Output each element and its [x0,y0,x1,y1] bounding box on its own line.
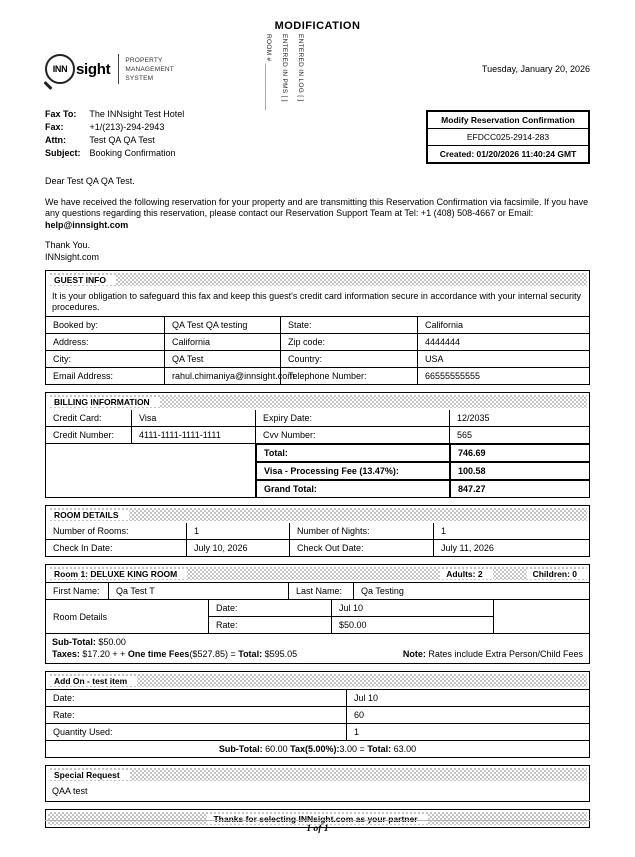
addon-table [46,689,589,740]
field-value: QA Test [164,350,280,367]
room-details-title: ROOM DETAILS [48,510,129,520]
subtotal-value: $50.00 [95,637,126,647]
letter-closing [45,240,590,263]
reservation-confirmation-box [426,110,590,164]
room-details-label: Room Details [46,599,208,633]
attn-line [45,134,184,147]
field-value: 1 [186,523,289,539]
room1-subtotal-lines [52,636,297,660]
field-value: California [417,316,589,333]
confirmation-created: Created: 01/20/2026 11:40:24 GMT [428,145,588,162]
room-number-stamp: ROOM # ____________ [265,34,272,111]
rate-value: $50.00 [331,616,493,633]
room-total-value: $595.05 [262,649,298,659]
field-value: Visa [131,410,255,426]
support-email: help@innsight.com [45,219,129,230]
guest-info-title: GUEST INFO [48,275,116,285]
greeting: Dear Test QA QA Test. [45,176,135,186]
one-time-fees-value: ($527.85) = [189,649,239,659]
document-date: Tuesday, January 20, 2026 [481,64,590,74]
addon-tax-value: 3.00 = [339,744,368,754]
fax-to-label: Fax To: [45,109,77,119]
room1-section [45,564,590,664]
first-name-value: Qa Test T [108,582,288,599]
addon-total-label: Total: [367,744,392,754]
field-label: Zip code: [280,333,417,350]
subject-value: Booking Confirmation [89,148,176,158]
field-value: 1 [433,523,589,539]
processing-fee-label: Visa - Processing Fee (13.47%): [255,461,449,479]
field-label: State: [280,316,417,333]
guest-info-section [45,270,590,385]
letter-paragraph [45,197,590,232]
logo-tagline-line: SYSTEM [125,74,154,82]
grand-total-label: Grand Total: [255,479,449,497]
note-label: Note: [402,649,426,659]
page-number: 1 of 1 [306,824,329,834]
subject-label: Subject: [45,148,81,158]
logo-sight-text: sight [76,60,111,78]
confirmation-code: EFDCC025-2914-283 [428,128,588,145]
logo-divider [118,54,119,84]
field-label: Email Address: [46,367,164,384]
taxes-value: $17.20 + + [79,649,128,659]
rate-empty-cell [493,599,589,633]
total-label: Total: [255,443,449,461]
field-value: 66555555555 [417,367,589,384]
letter-body [45,176,590,263]
fax-info-row [45,108,590,164]
entered-in-log-stamp: ENTERED IN LOG [ ] [297,34,304,102]
field-label: Telephone Number: [280,367,417,384]
addon-total-row [46,740,589,757]
billing-table [46,410,589,497]
field-label: Cvv Number: [255,426,449,443]
room-total-label: Total: [238,649,263,659]
footer-divider [45,820,590,821]
guest-info-table [46,316,589,384]
taxes-label: Taxes: [52,649,80,659]
date-value: Jul 10 [331,599,493,616]
processing-fee-value: 100.58 [449,461,589,479]
fax-to-value: The INNsight Test Hotel [89,109,185,119]
fax-number-label: Fax: [45,122,64,132]
addon-subtotal-value: 60.00 [262,744,291,754]
room-rate-table [46,599,589,633]
field-label: Credit Number: [46,426,131,443]
thanks-banner-text: Thanks for selecting INNsight.com as your partner [207,814,427,824]
entered-in-pms-stamp: ENTERED IN PMS [ ] [281,34,288,102]
one-time-fees-label: One time Fees [127,649,190,659]
room-details-table [46,523,589,556]
field-value: USA [417,350,589,367]
note-text: Rates include Extra Person/Child Fees [425,649,583,659]
room1-occupancy [406,569,587,579]
magnifier-handle-icon [43,81,52,90]
logo-tagline-line: MANAGEMENT [125,65,174,73]
addon-section [45,671,590,758]
subject-line [45,147,184,160]
field-label: Country: [280,350,417,367]
attn-label: Attn: [45,135,66,145]
field-label: Address: [46,333,164,350]
logo-tagline [125,56,174,83]
innsight-logo [45,54,174,84]
total-value: 746.69 [449,443,589,461]
guest-info-header [48,273,587,286]
field-label: City: [46,350,164,367]
field-label: Check In Date: [46,539,186,556]
field-value: 4111-1111-1111-1111 [131,426,255,443]
room-details-header [48,508,587,521]
billing-header [48,395,587,408]
fax-number-line [45,121,184,134]
addon-subtotal-label: Sub-Total: [218,744,263,754]
special-request-title: Special Request [48,770,130,780]
page-footer [45,820,590,834]
attn-value: Test QA QA Test [89,135,155,145]
confirmation-title: Modify Reservation Confirmation [441,115,575,125]
field-label: Credit Card: [53,413,102,423]
billing-empty-cell [46,443,255,497]
special-request-section [45,765,590,802]
room1-taxes-line [52,648,297,660]
room1-subtotal-row [46,633,589,663]
field-label: Number of Nights: [289,523,433,539]
room1-subtotal-line [52,636,297,648]
fax-number-value: +1/(213)-294-2943 [89,122,165,132]
subtotal-label: Sub-Total: [52,637,96,647]
special-request-content: QAA test [52,786,88,796]
addon-rate-label: Rate: [46,706,346,723]
security-note: It is your obligation to safeguard this fax and keep this guest's credit card information secure in accordance with your internal security procedures. [52,291,581,312]
addon-title: Add On - test item [48,676,137,686]
addon-rate-value: 60 [346,706,589,723]
rate-label: Rate: [208,616,331,633]
field-label: Booked by: [46,316,164,333]
guest-name-row [46,582,589,599]
addon-quantity-label: Quantity Used: [46,723,346,740]
field-value: rahul.chimaniya@innsight.com [164,367,280,384]
addon-total-value: 63.00 [391,744,417,754]
thank-you: Thank You. [45,240,91,250]
header [45,34,590,111]
field-label: Number of Rooms: [53,526,129,536]
signature: INNsight.com [45,251,100,262]
room1-header [48,567,587,580]
field-label: Check Out Date: [289,539,433,556]
fax-to-line [45,108,184,121]
room-details-section [45,505,590,557]
addon-date-value: Jul 10 [346,689,589,706]
field-value: July 11, 2026 [433,539,589,556]
room1-title: Room 1: DELUXE KING ROOM [48,569,187,579]
field-value: July 10, 2026 [186,539,289,556]
addon-quantity-value: 1 [346,723,589,740]
date-label: Date: [208,599,331,616]
magnifier-logo-icon [45,54,75,84]
addon-date-label: Date: [46,689,346,706]
billing-title: BILLING INFORMATION [48,397,160,407]
rates-note [403,648,583,660]
field-value: 4444444 [417,333,589,350]
children-count: Children: 0 [527,569,587,579]
logo-tagline-line: PROPERTY [125,56,163,64]
field-value: 12/2035 [449,410,589,426]
billing-section [45,392,590,498]
last-name-label: Last Name: [288,582,353,599]
last-name-value: Qa Testing [353,582,589,599]
field-value: 565 [449,426,589,443]
logo-inn-text: INN [52,64,68,74]
adults-count: Adults: 2 [440,569,492,579]
grand-total-value: 847.27 [449,479,589,497]
special-request-header [48,768,587,781]
first-name-label: First Name: [46,582,108,599]
document-title: MODIFICATION [274,20,361,32]
field-value: California [164,333,280,350]
field-value: QA Test QA testing [164,316,280,333]
addon-header [48,674,587,687]
addon-tax-label: Tax(5.00%): [290,744,340,754]
letter-text: We have received the following reservation for your property and are transmitting this Reservation Confirmation via facsimile. If you have any questions regarding this reservation, please contact our Reservation Support Team at Tel: +1 (408) 508-4667 or Email: [45,196,589,218]
field-label: Expiry Date: [255,410,449,426]
fax-recipient-block [45,108,184,160]
